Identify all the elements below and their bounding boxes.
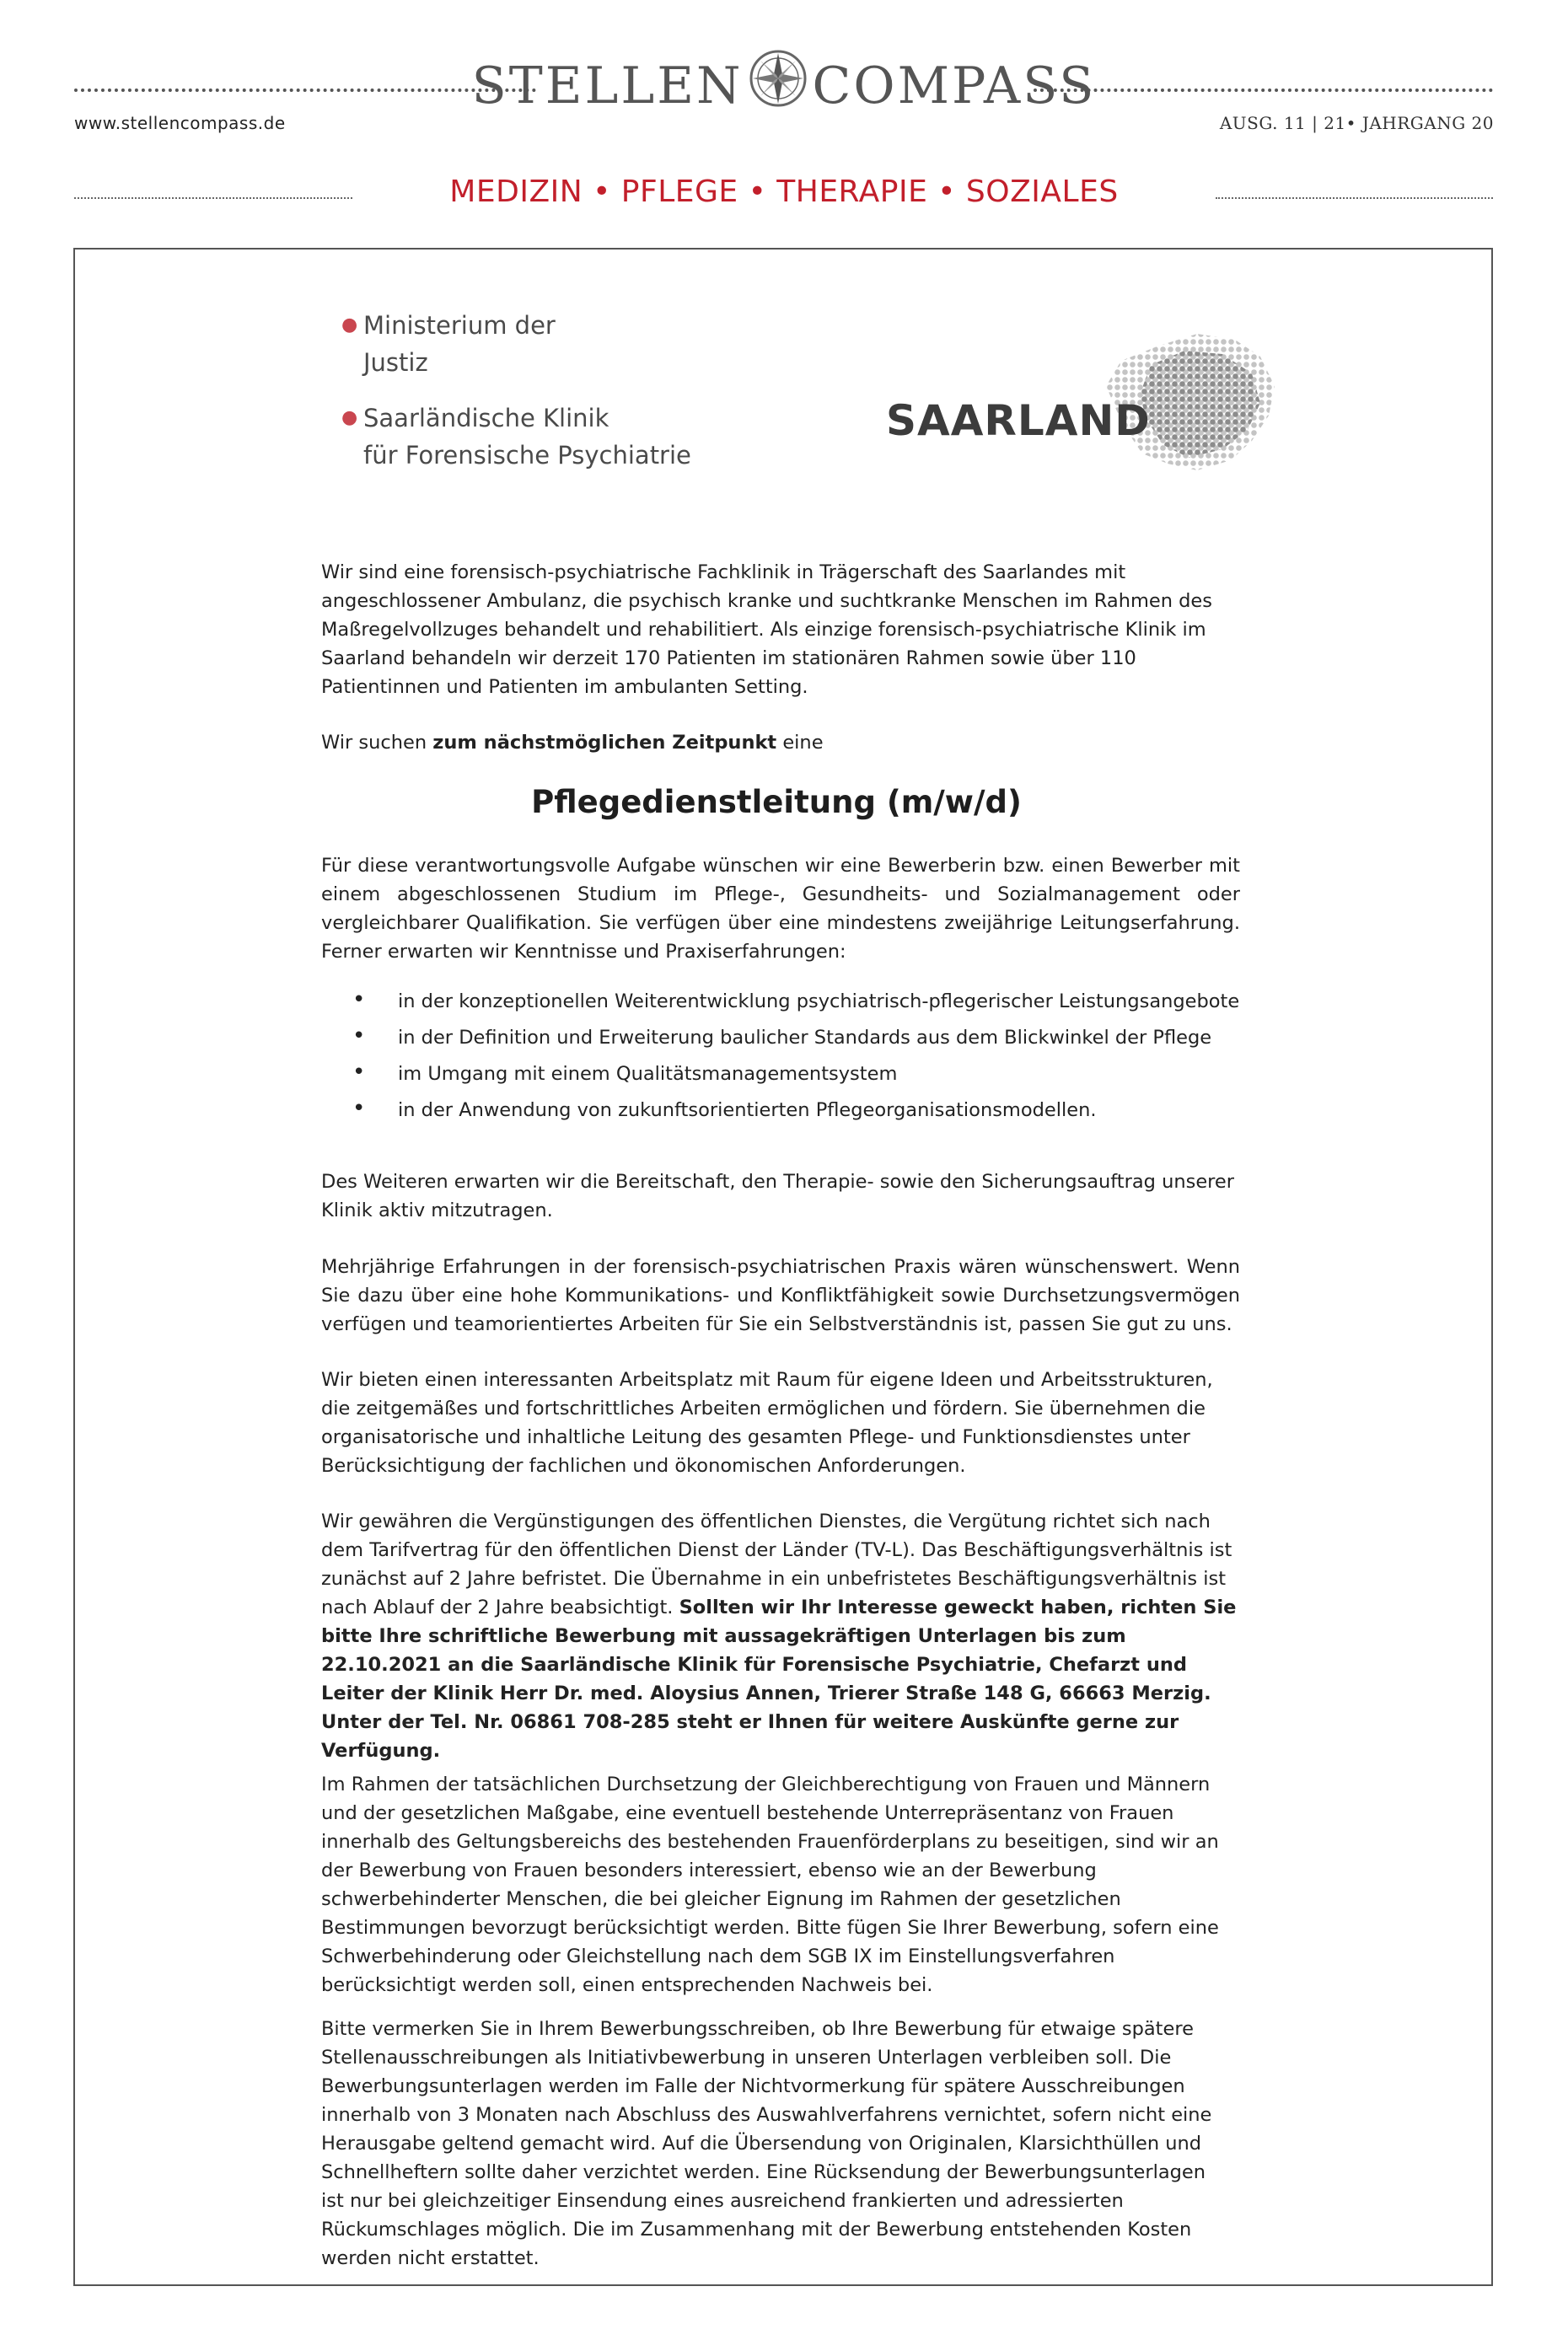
masthead-title-left: STELLEN xyxy=(471,56,744,116)
masthead-title-right: COMPASS xyxy=(812,56,1097,116)
bullet-icon: ● xyxy=(341,314,358,335)
benefits-paragraph xyxy=(321,1507,1240,1765)
bullet-icon: • xyxy=(352,987,366,1012)
readiness-paragraph: Des Weiteren erwarten wir die Bereitschaft, den Therapie- sowie den Sicherungsauftrag unserer Klinik aktiv mitzutragen. xyxy=(321,1171,1235,1221)
list-item-text: in der konzeptionellen Weiterentwicklung psychiatrisch-pflegerischer Leistungsangebote xyxy=(398,990,1240,1012)
search-line xyxy=(321,728,1215,757)
search-line-bold: zum nächstmöglichen Zeitpunkt xyxy=(432,732,777,754)
compass-icon xyxy=(749,49,808,121)
org-ministry-line2: Justiz xyxy=(363,348,428,377)
job-title: Pflegedienstleitung (m/w/d) xyxy=(531,784,1022,820)
search-line-pre: Wir suchen xyxy=(321,732,433,754)
offer-paragraph: Wir bieten einen interessanten Arbeitsplatz mit Raum für eigene Ideen und Arbeitsstrukturen, die zeitgemäßes und fortschrittliches Arbeiten ermöglichen und fördern. Sie übernehmen die organisatorische und inhaltliche Leitung des gesamten Pflege- und Funktionsdienstes unter Berücksichtigung der fachlichen und ökonomischen Anforderungen. xyxy=(321,1369,1213,1477)
equality-paragraph: Im Rahmen der tatsächlichen Durchsetzung der Gleichberechtigung von Frauen und Männern und der gesetzlichen Maßgabe, eine eventuell bestehende Unterrepräsentanz von Frauen innerhalb des Geltungsbereichs des bestehenden Frauenförderplans zu beseitigen, sind wir an der Bewerbung von Frauen besonders interessiert, ebenso wie an der Bewerbung schwerbehinderter Menschen, die bei gleicher Eignung im Rahmen der gesetzlichen Bestimmungen bevorzugt berücksichtigt werden. Bitte fügen Sie Ihrer Bewerbung, sofern eine Schwerbehinderung oder Gleichstellung nach dem SGB IX im Einstellungsverfahren berücksichtigt werden soll, einen entsprechenden Nachweis bei. xyxy=(321,1774,1219,1996)
category-title: MEDIZIN • PFLEGE • THERAPIE • SOZIALES xyxy=(449,174,1119,209)
application-contact-text: Sollten wir Ihr Interesse geweckt haben, richten Sie bitte Ihre schriftliche Bewerbung mit aussagekräftigen Unterlagen bis zum 22.10.2021 an die Saarländische Klinik für Forensische Psychiatrie, Chefarzt und Leiter der Klinik Herr Dr. med. Aloysius Annen, Trierer Straße 148 G, 66663 Merzig. Unter der Tel. Nr. 06861 708-285 steht er Ihnen für weitere Auskünfte gerne zur Verfügung. xyxy=(321,1597,1237,1762)
benefits-text: Wir gewähren die Vergünstigungen des öffentlichen Dienstes, die Vergütung richtet sich nach dem Tarifvertrag für den öffentlichen Dienst der Länder (TV-L). Das Beschäftigungsverhältnis ist zunächst auf 2 Jahre befristet. Die Übernahme in ein unbefristetes Beschäftigungsverhältnis ist nach Ablauf der 2 Jahre beabsichtigt. xyxy=(321,1511,1232,1618)
intro-paragraph: Wir sind eine forensisch-psychiatrische Fachklinik in Trägerschaft des Saarlandes mit angeschlossener Ambulanz, die psychisch kranke und suchtkranke Menschen im Rahmen des Maßregelvollzuges behandelt und rehabilitiert. Als einzige forensisch-psychiatrische Klinik im Saarland behandeln wir derzeit 170 Patienten im stationären Rahmen sowie über 110 Patientinnen und Patienten im ambulanten Setting. xyxy=(321,561,1212,698)
list-item-text: im Umgang mit einem Qualitätsmanagementsystem xyxy=(398,1063,898,1085)
experience-paragraph: Mehrjährige Erfahrungen in der forensisch-psychiatrischen Praxis wären wünschenswert. Wenn Sie dazu über eine hohe Kommunikations- und Konfliktfähigkeit sowie Durchsetzungsvermögen verfügen und teamorientiertes Arbeiten für Sie ein Selbstverständnis ist, passen Sie gut zu uns. xyxy=(321,1256,1240,1335)
bullet-icon: • xyxy=(352,1096,366,1121)
bullet-icon: • xyxy=(352,1023,366,1049)
search-line-post: eine xyxy=(776,732,824,754)
closing-paragraph: Bitte vermerken Sie in Ihrem Bewerbungsschreiben, ob Ihre Bewerbung für etwaige spätere Stellenausschreibungen als Initiativbewerbung in unseren Unterlagen verbleiben soll. Die Bewerbungsunterlagen werden im Falle der Nichtvormerkung für spätere Ausschreibungen innerhalb von 3 Monaten nach Abschluss des Auswahlverfahrens vernichtet, sofern nicht eine Herausgabe geltend gemacht wird. Auf die Übersendung von Originalen, Klarsichthüllen und Schnellheftern sollte daher verzichtet werden. Eine Rücksendung der Bewerbungsunterlagen ist nur bei gleichzeitiger Einsendung eines ausreichend frankierten und adressierten Rückumschlages möglich. Die im Zusammenhang mit der Bewerbung entstehenden Kosten werden nicht erstattet. xyxy=(321,2018,1212,2269)
requirements-paragraph: Für diese verantwortungsvolle Aufgabe wünschen wir eine Bewerberin bzw. einen Bewerber mit einem abgeschlossenen Studium im Pflege-, Gesundheits- und Sozialmanagement oder vergleichbarer Qualifikation. Sie verfügen über eine mindestens zweijährige Leitungserfahrung. Ferner erwarten wir Kenntnisse und Praxiserfahrungen: xyxy=(321,855,1240,963)
list-item xyxy=(352,1096,1097,1121)
org-clinic xyxy=(341,400,785,474)
list-item xyxy=(352,1023,1212,1049)
site-url-link[interactable]: www.stellencompass.de xyxy=(74,113,286,133)
org-ministry-line1: Ministerium der xyxy=(363,311,556,340)
list-item xyxy=(352,987,1240,1012)
list-item-text: in der Definition und Erweiterung baulicher Standards aus dem Blickwinkel der Pflege xyxy=(398,1027,1212,1049)
org-clinic-line2: für Forensische Psychiatrie xyxy=(363,441,691,470)
issue-info: AUSG. 11 | 21• JAHRGANG 20 xyxy=(1219,113,1494,133)
org-ministry xyxy=(341,307,785,381)
bullet-icon: ● xyxy=(341,407,358,428)
org-clinic-line1: Saarländische Klinik xyxy=(363,404,609,432)
bullet-icon: • xyxy=(352,1060,366,1085)
list-item xyxy=(352,1060,898,1085)
saarland-logo-text: SAARLAND xyxy=(886,396,1151,445)
list-item-text: in der Anwendung von zukunftsorientierten Pflegeorganisationsmodellen. xyxy=(398,1099,1097,1121)
